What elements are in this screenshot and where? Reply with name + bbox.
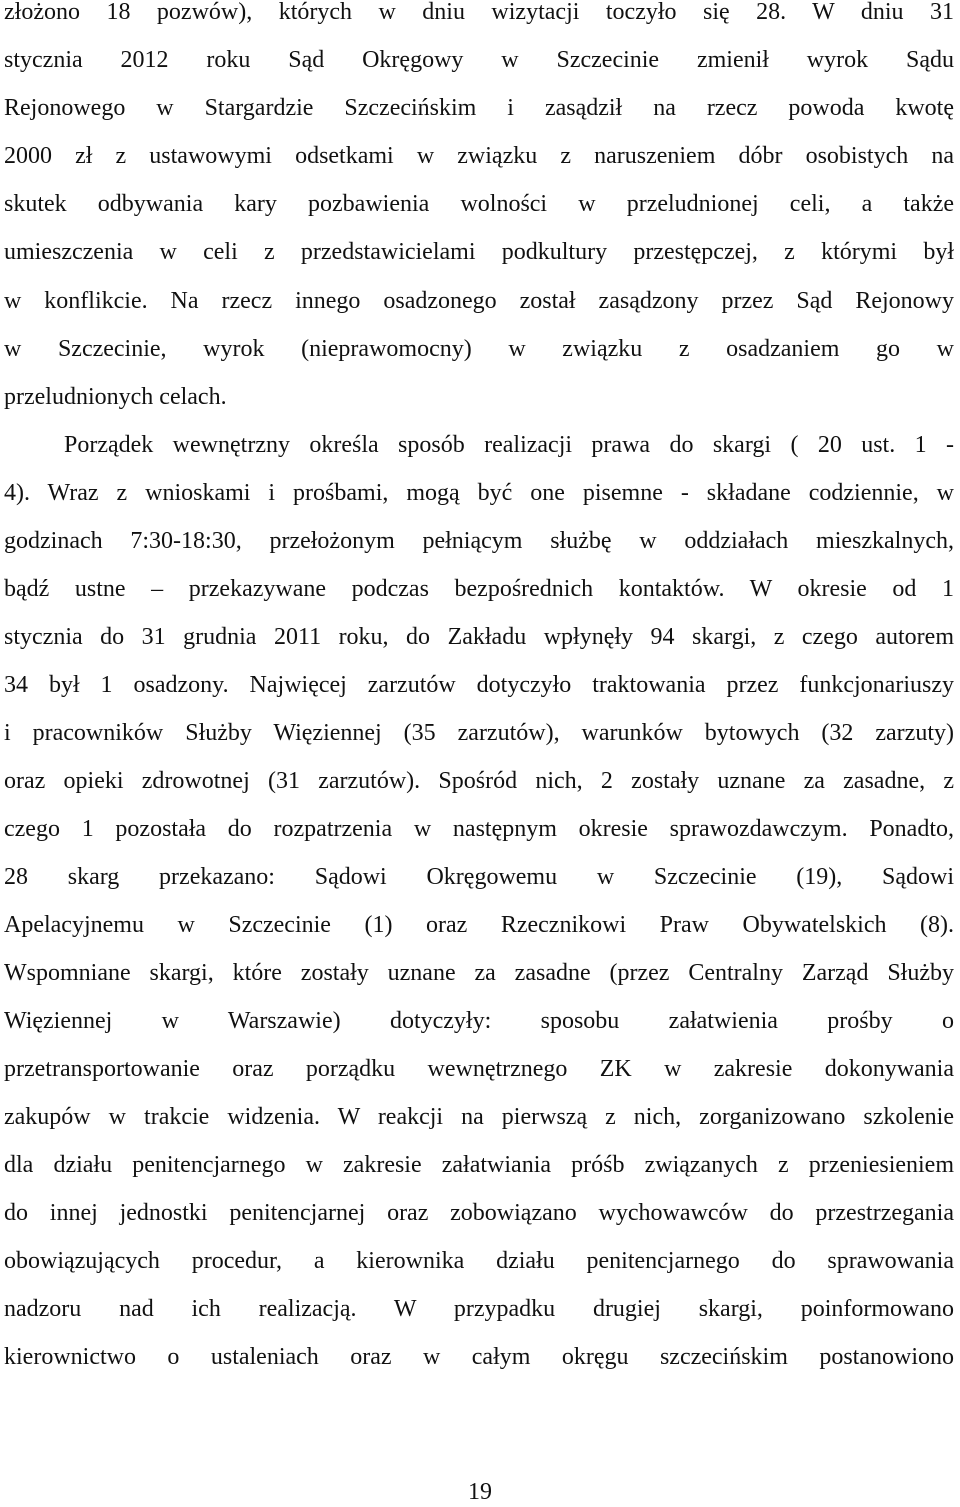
text-line: czego 1 pozostała do rozpatrzenia w następnym okresie sprawozdawczym. Ponadto, [4,816,954,842]
text-line: i pracowników Służby Więziennej (35 zarzutów), warunków bytowych (32 zarzuty) [4,720,954,746]
text-line: kierownictwo o ustaleniach oraz w całym okręgu szczecińskim postanowiono [4,1344,954,1370]
text-line: 34 był 1 osadzony. Najwięcej zarzutów dotyczyło traktowania przez funkcjonariuszy [4,672,954,698]
text-line: bądź ustne – przekazywane podczas bezpośrednich kontaktów. W okresie od 1 [4,576,954,602]
text-line: 4). Wraz z wnioskami i prośbami, mogą być one pisemne - składane codziennie, w [4,480,954,506]
text-line: stycznia do 31 grudnia 2011 roku, do Zakładu wpłynęły 94 skargi, z czego autorem [4,624,954,650]
text-line: umieszczenia w celi z przedstawicielami podkultury przestępczej, z którymi był [4,239,954,265]
text-line: 28 skarg przekazano: Sądowi Okręgowemu w Szczecinie (19), Sądowi [4,864,954,890]
text-line: skutek odbywania kary pozbawienia wolności w przeludnionej celi, a także [4,191,954,217]
text-line: Apelacyjnemu w Szczecinie (1) oraz Rzecznikowi Praw Obywatelskich (8). [4,912,954,938]
text-line: godzinach 7:30-18:30, przełożonym pełniącym służbę w oddziałach mieszkalnych, [4,528,954,554]
text-line: Porządek wewnętrzny określa sposób realizacji prawa do skargi ( 20 ust. 1 - [64,432,954,458]
text-line: przeludnionych celach. [4,384,227,410]
text-line: Więziennej w Warszawie) dotyczyły: sposobu załatwienia prośby o [4,1008,954,1034]
text-line: nadzoru nad ich realizacją. W przypadku drugiej skargi, poinformowano [4,1296,954,1322]
text-line: w Szczecinie, wyrok (nieprawomocny) w związku z osadzaniem go w [4,336,954,362]
text-line: w konflikcie. Na rzecz innego osadzonego został zasądzony przez Sąd Rejonowy [4,288,954,314]
page-number: 19 [468,1479,492,1505]
text-line: obowiązujących procedur, a kierownika działu penitencjarnego do sprawowania [4,1248,954,1274]
text-line: Rejonowego w Stargardzie Szczecińskim i zasądził na rzecz powoda kwotę [4,95,954,121]
text-line: Wspomniane skargi, które zostały uznane za zasadne (przez Centralny Zarząd Służby [4,960,954,986]
text-line: zakupów w trakcie widzenia. W reakcji na pierwszą z nich, zorganizowano szkolenie [4,1104,954,1130]
text-line: stycznia 2012 roku Sąd Okręgowy w Szczecinie zmienił wyrok Sądu [4,47,954,73]
text-line: złożono 18 pozwów), których w dniu wizytacji toczyło się 28. W dniu 31 [4,0,954,25]
text-line: dla działu penitencjarnego w zakresie załatwiania próśb związanych z przeniesieniem [4,1152,954,1178]
text-line: do innej jednostki penitencjarnej oraz zobowiązano wychowawców do przestrzegania [4,1200,954,1226]
text-line: 2000 zł z ustawowymi odsetkami w związku z naruszeniem dóbr osobistych na [4,143,954,169]
text-line: oraz opieki zdrowotnej (31 zarzutów). Spośród nich, 2 zostały uznane za zasadne, z [4,768,954,794]
text-line: przetransportowanie oraz porządku wewnętrznego ZK w zakresie dokonywania [4,1056,954,1082]
